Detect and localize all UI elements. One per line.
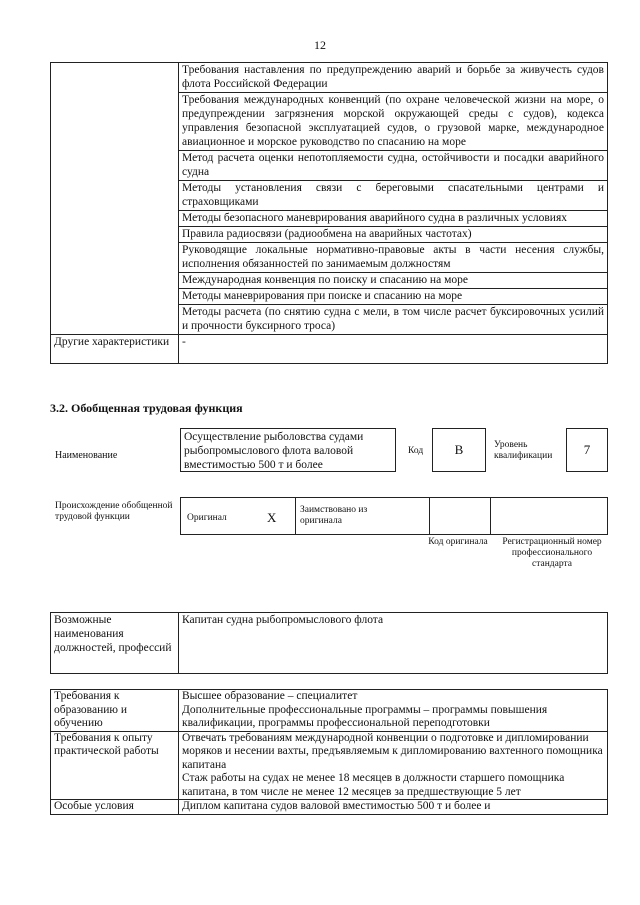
divider [490, 498, 491, 534]
education-label: Требования к образованию и обучению [51, 690, 179, 732]
origin-row [180, 497, 608, 535]
knowledge-row: Методы безопасного маневрирования аварийного судна в различных условиях [179, 211, 608, 227]
other-characteristics-label: Другие характеристики [51, 335, 179, 364]
knowledge-row: Руководящие локальные нормативно-правовые акты в части несения службы, исполнения обязанностей по занимаемым должностям [179, 243, 608, 273]
positions-label: Возможные наименования должностей, профессий [51, 613, 179, 674]
borrowed-label: Заимствовано из оригинала [300, 505, 368, 526]
page-number: 12 [314, 38, 326, 52]
education-value [179, 690, 608, 732]
level-box: 7 [566, 428, 608, 472]
registration-number-caption: Регистрационный номер профессионального стандарта [502, 537, 602, 569]
code-box: B [432, 428, 486, 472]
knowledge-row: Правила радиосвязи (радиообмена на аварийных частотах) [179, 227, 608, 243]
code-original-caption: Код оригинала [428, 537, 488, 547]
original-label: Оригинал [187, 513, 227, 523]
knowledge-row: Метод расчета оценки непотопляемости судна, остойчивости и посадки аварийного судна [179, 151, 608, 181]
special-conditions-value: Диплом капитана судов валовой вместимостью 500 т и более и [179, 800, 608, 815]
knowledge-row: Международная конвенция по поиску и спасанию на море [179, 273, 608, 289]
code-label: Код [408, 446, 424, 456]
divider [295, 498, 296, 534]
experience-line: Отвечать требованиям международной конвенции о подготовке и дипломировании моряков и несении вахты, предъявляемым к дипломированию вахтенного помощника капитана [182, 731, 603, 771]
experience-label: Требования к опыту практической работы [51, 731, 179, 800]
knowledge-row: Требования международных конвенций (по охране человеческой жизни на море, о предупреждении загрязнения морской окружающей среды с судов), кодекса управления безопасной эксплуатацией судов, о грузовой марке, международное авиационное и морское руководство по спасанию на море [179, 93, 608, 151]
original-mark: X [267, 510, 277, 525]
knowledge-row: Методы расчета (по снятию судна с мели, в том числе расчет буксировочных усилий и прочности буксирного троса) [179, 305, 608, 335]
divider [429, 498, 430, 534]
experience-line: Стаж работы на судах не менее 18 месяцев в должности старшего помощника капитана, в том числе не менее 12 месяцев за предшествующие 5 лет [182, 772, 565, 798]
name-label: Наименование [55, 450, 118, 461]
level-label: Уровень квалификации [494, 440, 553, 461]
knowledge-row: Методы установления связи с береговыми спасательными центрами и страховщиками [179, 181, 608, 211]
other-characteristics-value: - [179, 335, 608, 364]
knowledge-row: Методы маневрирования при поиске и спасанию на море [179, 289, 608, 305]
empty-label-cell [51, 63, 179, 335]
education-line: Дополнительные профессиональные программы – программы повышения квалификации, программы профессиональной переподготовки [182, 703, 548, 729]
experience-value [179, 731, 608, 800]
requirements-table [50, 689, 608, 815]
knowledge-table [50, 62, 608, 364]
section-title: 3.2. Обобщенная трудовая функция [50, 401, 243, 415]
positions-table [50, 612, 608, 674]
knowledge-row: Требования наставления по предупреждению аварий и борьбе за живучесть судов флота Российской Федерации [179, 63, 608, 93]
special-conditions-label: Особые условия [51, 800, 179, 815]
function-name-box: Осуществление рыболовства судами рыбопромыслового флота валовой вместимостью 500 т и более [180, 428, 396, 472]
positions-value: Капитан судна рыбопромыслового флота [179, 613, 608, 674]
origin-label: Происхождение обобщенной трудовой функции [55, 501, 173, 522]
education-line: Высшее образование – специалитет [182, 690, 358, 702]
